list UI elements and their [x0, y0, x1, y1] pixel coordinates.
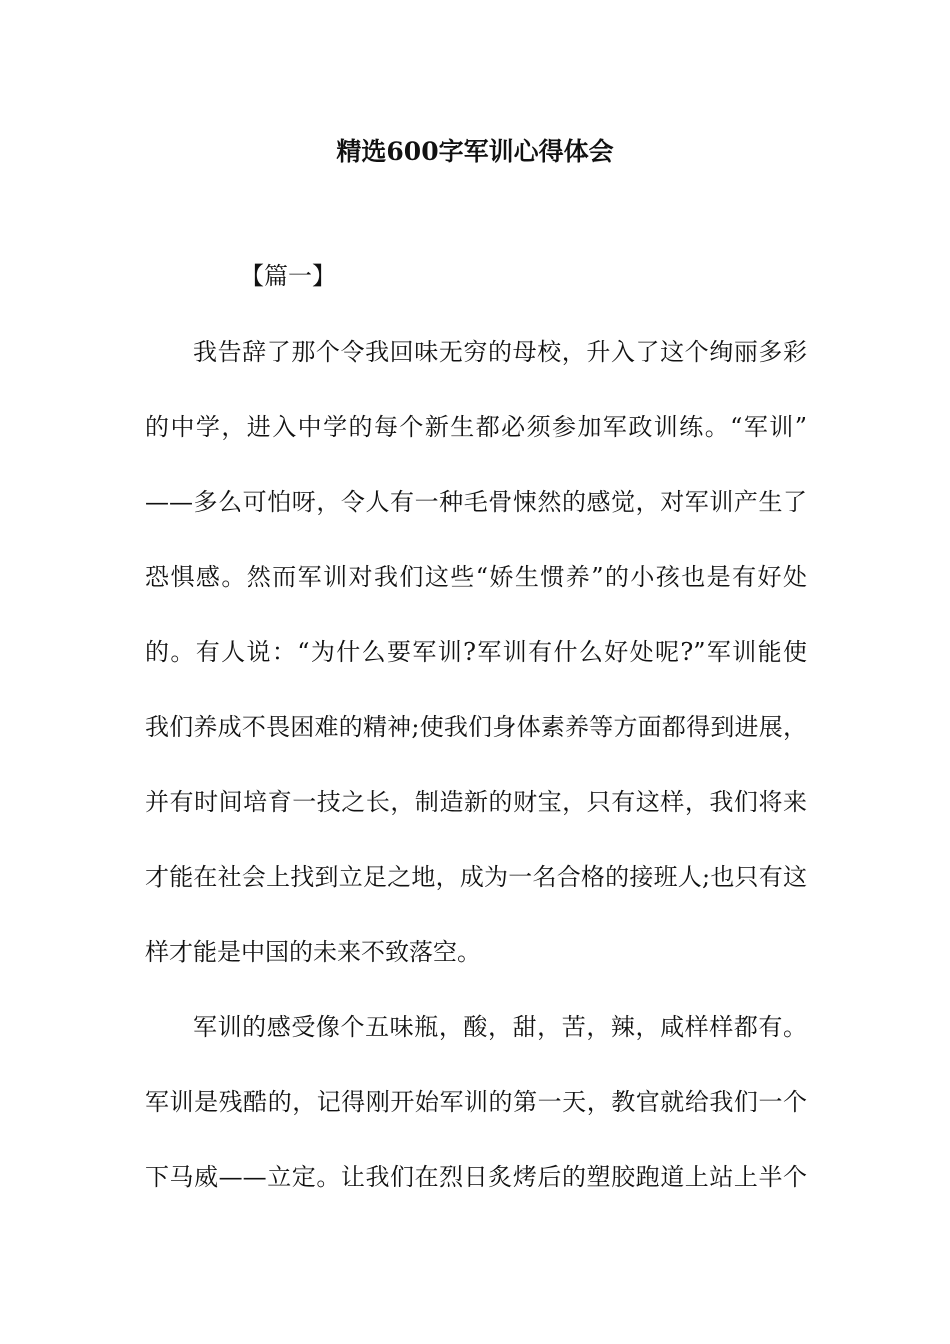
text-line: 下马威——立定。让我们在烈日炙烤后的塑胶跑道上站上半个 [145, 1163, 807, 1191]
text-line: 样才能是中国的未来不致落空。 [145, 938, 481, 966]
text-line: 的。有人说：“为什么要军训?军训有什么好处呢?”军训能使 [145, 638, 807, 666]
page-title: 精选600字军训心得体会 [336, 137, 614, 166]
text-line: 才能在社会上找到立足之地，成为一名合格的接班人;也只有这 [145, 863, 807, 891]
body-text [145, 330, 807, 1230]
text-line: 的中学，进入中学的每个新生都必须参加军政训练。“军训” [145, 413, 807, 441]
text-line: 并有时间培育一技之长，制造新的财宝，只有这样，我们将来 [145, 788, 807, 816]
text-line: 恐惧感。然而军训对我们这些“娇生惯养”的小孩也是有好处 [145, 563, 807, 591]
text-line: 我们养成不畏困难的精神;使我们身体素养等方面都得到进展， [145, 713, 807, 741]
text-line: ——多么可怕呀，令人有一种毛骨悚然的感觉，对军训产生了 [145, 488, 807, 516]
text-line: 我告辞了那个令我回味无穷的母校，升入了这个绚丽多彩 [193, 338, 807, 366]
section-heading: 【篇一】 [240, 262, 336, 290]
text-line: 军训的感受像个五味瓶，酸，甜，苦，辣，咸样样都有。 [193, 1013, 807, 1041]
text-line: 军训是残酷的，记得刚开始军训的第一天，教官就给我们一个 [145, 1088, 807, 1116]
